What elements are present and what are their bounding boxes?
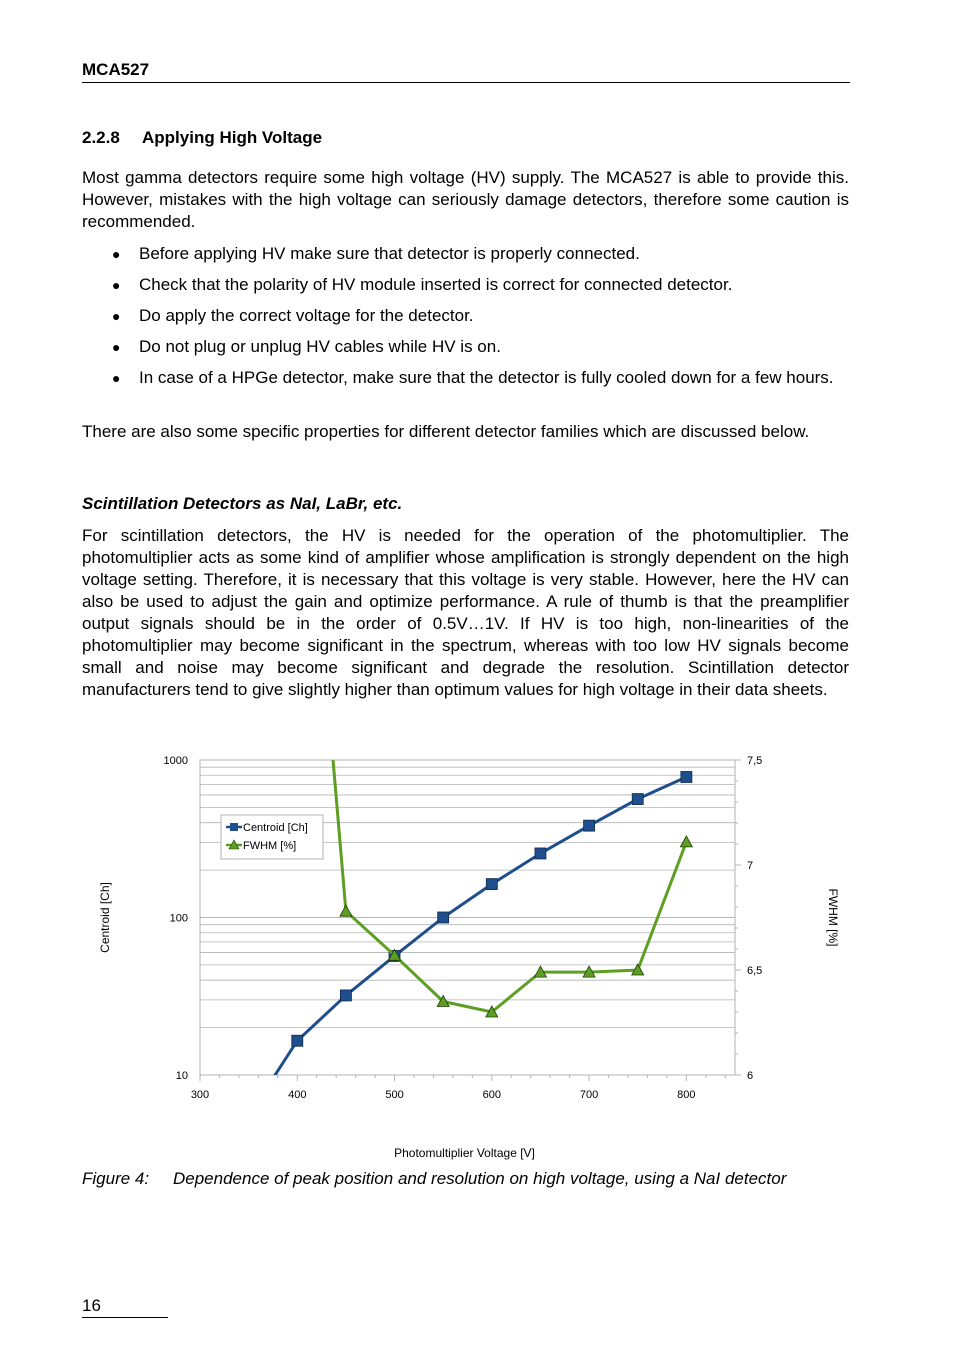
data-point — [681, 771, 692, 782]
x-tick-label: 300 — [190, 1089, 210, 1101]
bullet-icon: ● — [112, 308, 121, 324]
y-tick-label: 100 — [169, 912, 188, 925]
x-axis-label: Photomultiplier Voltage [V] — [394, 1146, 535, 1160]
y2-tick-label: 6 — [747, 1070, 754, 1082]
x-tick-label: 700 — [579, 1089, 599, 1101]
data-point — [243, 1110, 254, 1121]
list-item: ● Do apply the correct voltage for the detector. — [112, 306, 474, 325]
section-number: 2.2.8 — [82, 128, 120, 147]
legend-marker — [230, 823, 238, 831]
y2-tick-label: 7 — [747, 860, 754, 872]
chart-svg — [90, 745, 850, 1165]
bullet-icon: ● — [112, 370, 121, 386]
caption-label: Figure 4: — [82, 1169, 150, 1188]
bullet-icon: ● — [112, 246, 121, 262]
x-tick-label: 500 — [385, 1089, 404, 1101]
data-point — [535, 848, 546, 859]
page-footer — [82, 1296, 168, 1318]
bullet-icon: ● — [112, 277, 121, 293]
list-item: ● Before applying HV make sure that detector is properly connected. — [112, 244, 640, 263]
section-title: Applying High Voltage — [142, 128, 323, 147]
x-tick-label: 400 — [288, 1089, 307, 1101]
x-tick-label: 600 — [482, 1089, 501, 1101]
list-item: ● In case of a HPGe detector, make sure that the detector is fully cooled down for a few hours. — [112, 368, 834, 387]
y-tick-label: 10 — [175, 1070, 188, 1082]
legend-label: Centroid [Ch] — [243, 822, 308, 834]
scintillation-paragraph: For scintillation detectors, the HV is needed for the operation of the photomultiplier. The photomultiplier acts as some kind of amplifier whose amplification is strongly dependent on the high voltage setting. Therefore, it is necessary that this voltage is very stable. However, here the HV can also be used to adjust the gain and optimize performance. A rule of thumb is that the preamplifier output signals should be in the order of 0.5V…1V. If HV is too high, non-linearities of the photomultiplier may become significant in the spectrum, whereas with too low HV signals become small and noise may become significant and degrade the resolution. Scintillation detector manufacturers tend to give slightly higher than optimum values for high voltage in their data sheets. — [82, 526, 849, 699]
bullet-icon: ● — [112, 339, 121, 355]
header-title: MCA527 — [82, 60, 150, 79]
data-point — [584, 820, 595, 831]
precaution-list — [82, 243, 849, 398]
after-list-paragraph: There are also some specific properties for different detector families which are discussed below. — [82, 422, 810, 441]
y2-axis-label: FWHM [%] — [826, 888, 840, 947]
y2-tick-label: 6,5 — [747, 965, 763, 977]
legend-label: FWHM [%] — [243, 840, 297, 852]
y2-tick-label: 7,5 — [747, 755, 763, 767]
hv-chart — [90, 745, 850, 1165]
data-point — [486, 879, 497, 890]
caption-text: Dependence of peak position and resolution on high voltage, using a NaI detector — [173, 1169, 787, 1188]
data-point — [632, 794, 643, 805]
page-header — [82, 60, 850, 83]
y-axis-label: Centroid [Ch] — [98, 882, 112, 953]
page-number: 16 — [82, 1296, 101, 1315]
x-tick-label: 800 — [677, 1089, 696, 1101]
intro-paragraph: Most gamma detectors require some high voltage (HV) supply. The MCA527 is able to provide this. However, mistakes with the high voltage can seriously damage detectors, therefore some caution is recommended. — [82, 168, 849, 231]
data-point — [292, 1035, 303, 1046]
data-point — [438, 912, 449, 923]
data-point — [340, 990, 351, 1001]
legend — [221, 815, 323, 859]
subheading: Scintillation Detectors as NaI, LaBr, etc. — [82, 494, 403, 513]
list-item: ● Check that the polarity of HV module inserted is correct for connected detector. — [112, 275, 733, 294]
y-tick-label: 1000 — [163, 755, 188, 767]
list-item: ● Do not plug or unplug HV cables while HV is on. — [112, 337, 501, 356]
section-heading — [82, 128, 322, 148]
